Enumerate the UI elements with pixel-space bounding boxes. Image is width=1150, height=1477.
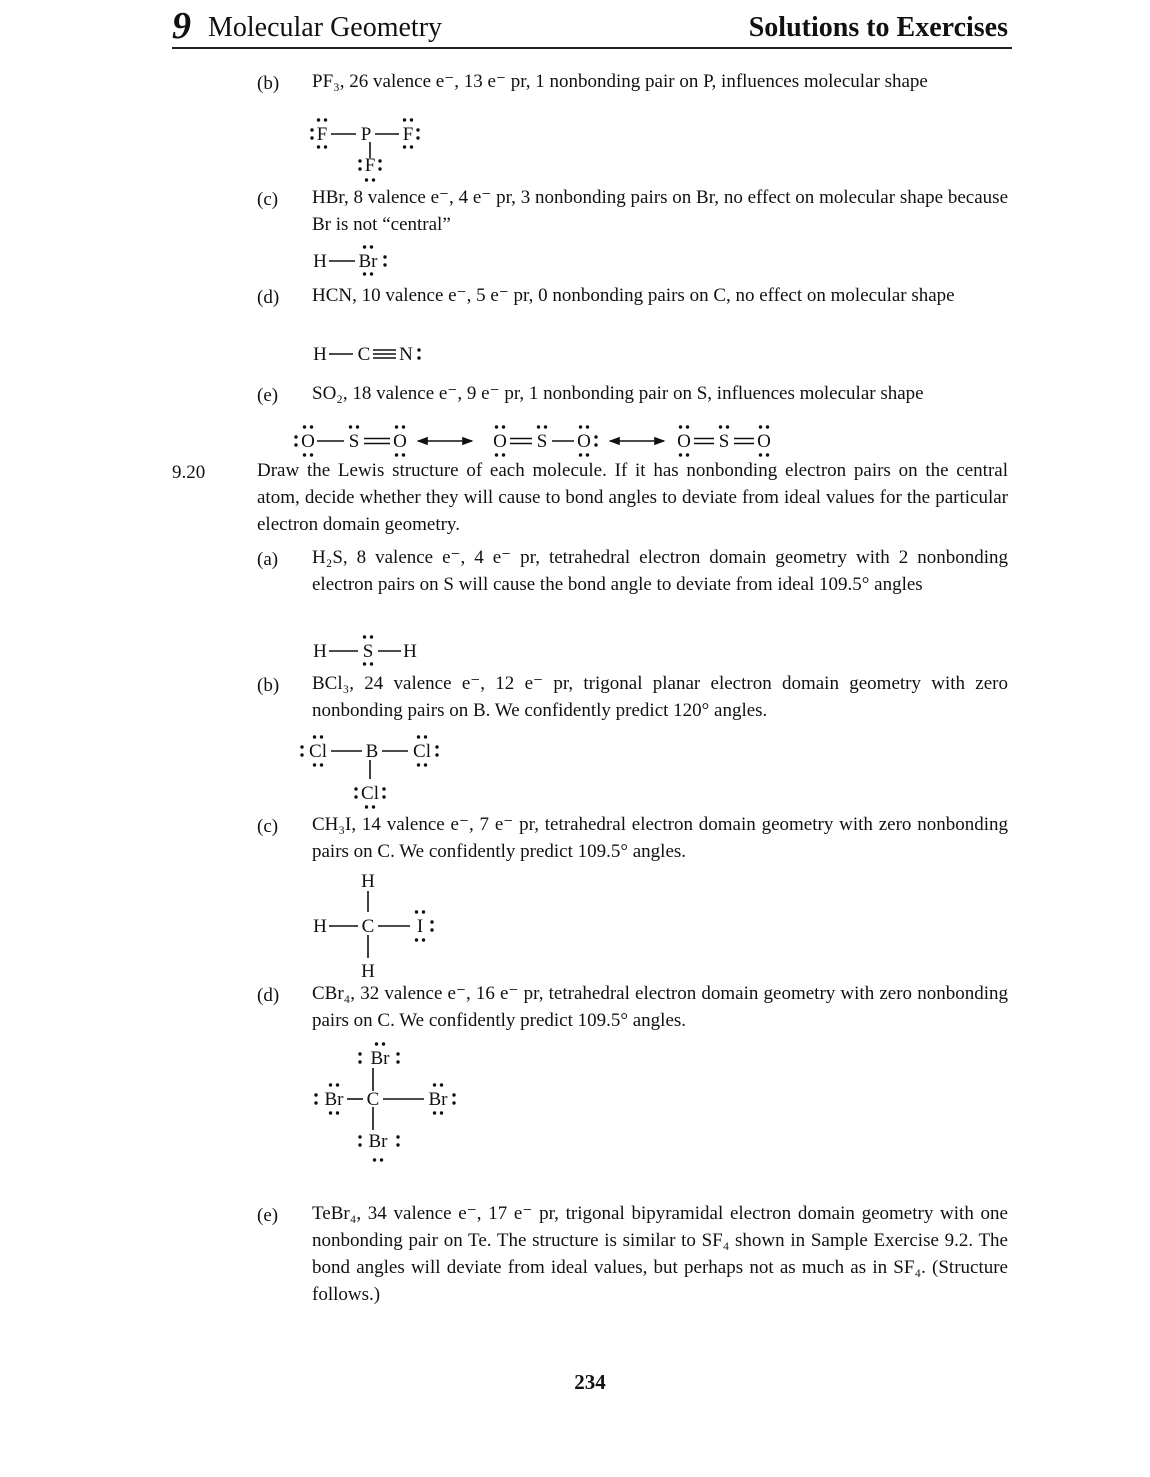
atom: Cl [361,783,379,804]
lone-pair-dot [396,1135,399,1138]
lone-pair-dot [403,118,406,121]
so2-resonance-structures [301,431,771,452]
atom: O [493,431,507,452]
item-label: (c) [257,816,279,837]
item-label: (b) [257,675,280,696]
atom: O [393,431,407,452]
lone-pair-dot [294,435,297,438]
lone-pair-dot [300,745,303,748]
item-label: (d) [257,985,280,1006]
atom: F [402,124,414,145]
item-label: (d) [257,287,280,308]
lone-pair-dot [382,795,385,798]
lone-pair-dot [579,425,582,428]
lone-pair-dot [370,272,373,275]
lone-pair-dot [370,662,373,665]
lone-pair-dot [336,1083,339,1086]
atom: Br [370,1048,390,1069]
lone-pair-dot [303,425,306,428]
lone-pair-dot [544,425,547,428]
atom: H [313,251,327,272]
cbr4-structure [325,1048,449,1152]
lone-pair-dot [358,1135,361,1138]
lone-pair-dot [294,443,297,446]
lone-pair-dot [370,245,373,248]
lone-pair-dot [300,753,303,756]
lone-pair-dot [435,745,438,748]
exercise-prompt: Draw the Lewis structure of each molecule. If it has nonbonding electron pairs on the central atom, decide whether they will cause to bond angles to deviate from ideal values for the particular electron domain geometry. [257,460,1008,535]
lone-pair-dot [372,178,375,181]
page-number: 234 [574,1370,606,1394]
lone-pair-dot [314,1093,317,1096]
lone-pair-dot [396,1052,399,1055]
pf3-structure [317,124,414,176]
header-rule [172,47,1012,49]
lone-pair-dot [358,1052,361,1055]
bcl3-structure [309,741,431,804]
lone-pair-dot [365,178,368,181]
lone-pair-dot [586,425,589,428]
atom: H [313,344,327,365]
atom: Br [324,1089,344,1110]
lone-pair-dot [314,1101,317,1104]
lone-pair-dot [430,928,433,931]
lone-pair-dot [354,795,357,798]
atom: S [348,431,360,452]
lone-pair-dot [310,136,313,139]
atom: F [316,124,328,145]
lone-pair-dot [373,1158,376,1161]
lone-pair-dot [378,167,381,170]
lone-pair-dot [502,425,505,428]
lone-pair-dot [378,159,381,162]
lone-pair-dot [383,263,386,266]
atom: S [536,431,548,452]
item-text: CH₃I, 14 valence e⁻, 7 e⁻ pr, tetrahedral electron domain geometry with zero nonbonding pairs on C. We confidently predict 109.5° angles. [312,814,1008,862]
lone-pair-dot [726,425,729,428]
lone-pair-dot [375,1042,378,1045]
item-text: BCl₃, 24 valence e⁻, 12 e⁻ pr, trigonal planar electron domain geometry with zero nonbonding pairs on B. We confidently predict 120° angles. [312,673,1008,721]
item-text: SO₂, 18 valence e⁻, 9 e⁻ pr, 1 nonbonding pair on S, influences molecular shape [312,383,924,404]
lone-pair-dot [395,425,398,428]
lone-pair-dot [410,145,413,148]
atom: P [360,124,372,145]
item-text: PF₃, 26 valence e⁻, 13 e⁻ pr, 1 nonbonding pair on P, influences molecular shape [312,71,928,92]
item-text: TeBr₄, 34 valence e⁻, 17 e⁻ pr, trigonal bipyramidal electron domain geometry with one nonbonding pair on Te. The structure is similar to SF₄ shown in Sample Exercise 9.2. The bond angles will deviate from ideal values, but perhaps not as much as in SF₄. (Structure follows.) [312,1203,1008,1305]
lone-pair-dot [370,635,373,638]
lone-pair-dot [440,1083,443,1086]
lone-pair-dot [329,1111,332,1114]
lone-pair-dot [766,425,769,428]
chapter-number: 9 [172,5,191,47]
atom: O [301,431,315,452]
lone-pair-dot [433,1083,436,1086]
lone-pair-dot [435,753,438,756]
atom: H [361,961,375,982]
lone-pair-dot [410,118,413,121]
atom: S [718,431,730,452]
lone-pair-dot [382,1042,385,1045]
lone-pair-dot [452,1093,455,1096]
lone-pair-dot [433,1111,436,1114]
lone-pair-dot [594,435,597,438]
atom: N [399,344,413,365]
exercise-number: 9.20 [172,462,206,483]
lone-pair-dot [349,425,352,428]
lone-pair-dot [329,1083,332,1086]
lone-pair-dot [402,425,405,428]
ch3i-structure [313,871,423,982]
chapter-title: Molecular Geometry [208,12,443,43]
lone-pair-dot [313,763,316,766]
lone-pair-dot [372,805,375,808]
atom: H [361,871,375,892]
atom: C [357,344,371,365]
hbr-structure [313,251,378,272]
lone-pair-dot [416,136,419,139]
lone-pair-dot [416,128,419,131]
atom: I [416,916,424,937]
lone-pair-dot [320,735,323,738]
atom: C [361,916,375,937]
lone-pair-dot [417,763,420,766]
atom: C [366,1089,380,1110]
lone-pair-dot [686,425,689,428]
lone-pair-dot [417,356,420,359]
atom: S [362,641,374,662]
lone-pair-dot [383,255,386,258]
lone-pair-dot [358,1143,361,1146]
lone-pair-dot [363,245,366,248]
item-text: H₂S, 8 valence e⁻, 4 e⁻ pr, tetrahedral electron domain geometry with 2 nonbonding electron pairs on S will cause the bond angle to deviate from ideal 109.5° angles [312,547,1008,595]
atom: B [365,741,379,762]
item-text: CBr₄, 32 valence e⁻, 16 e⁻ pr, tetrahedral electron domain geometry with zero nonbonding pairs on C. We confidently predict 109.5° angles. [312,983,1008,1031]
section-title: Solutions to Exercises [748,12,1008,43]
lone-pair-dot [358,159,361,162]
item-text: HBr, 8 valence e⁻, 4 e⁻ pr, 3 nonbonding pairs on Br, no effect on molecular shape because Br is not “central” [312,187,1008,235]
lone-pair-dot [317,118,320,121]
lone-pair-dot [422,938,425,941]
lone-pair-dot [365,805,368,808]
lone-pair-dot [310,425,313,428]
lone-pair-dot [430,920,433,923]
atom: Cl [413,741,431,762]
item-label: (e) [257,385,279,406]
lone-pair-dot [336,1111,339,1114]
lone-pair-dot [324,145,327,148]
lone-pair-dot [363,635,366,638]
lone-pair-dot [759,425,762,428]
lone-pair-dot [380,1158,383,1161]
lone-pair-dot [396,1143,399,1146]
lone-pair-dot [358,167,361,170]
lone-pair-dot [313,735,316,738]
lone-pair-dot [317,145,320,148]
lone-pair-dot [324,118,327,121]
lone-pair-dot [424,763,427,766]
lone-pair-dot [422,910,425,913]
lone-pair-dot [415,938,418,941]
lone-pair-dot [396,1060,399,1063]
atom: H [403,641,417,662]
atom: H [313,916,327,937]
lone-pair-dot [417,735,420,738]
lone-pair-dot [424,735,427,738]
atom: Cl [309,741,327,762]
lone-pair-dot [363,662,366,665]
lone-pair-dot [417,348,420,351]
lone-pair-dot [719,425,722,428]
item-label: (e) [257,1205,279,1226]
atom: F [364,155,376,176]
item-text: HCN, 10 valence e⁻, 5 e⁻ pr, 0 nonbonding pairs on C, no effect on molecular shape [312,285,955,306]
lone-pair-dot [537,425,540,428]
lone-pair-dot [320,763,323,766]
lone-pair-dot [354,787,357,790]
lone-pair-dot [356,425,359,428]
item-label: (a) [257,549,279,570]
hcn-structure [313,344,413,365]
lone-pair-dot [495,425,498,428]
lone-pair-dot [415,910,418,913]
lone-pair-dot [403,145,406,148]
atom: Br [358,251,378,272]
lone-pair-dot [363,272,366,275]
atom: Br [428,1089,448,1110]
atom: O [677,431,691,452]
item-label: (c) [257,189,279,210]
atom: O [757,431,771,452]
lone-pair-dot [594,443,597,446]
atom: H [313,641,327,662]
atom: O [577,431,591,452]
lone-pair-dot [452,1101,455,1104]
lone-pair-dot [679,425,682,428]
atom: Br [368,1131,388,1152]
lone-pair-dot [440,1111,443,1114]
lone-pair-dot [310,128,313,131]
h2s-structure [313,641,417,662]
lone-pair-dot [382,787,385,790]
lone-pair-dot [358,1060,361,1063]
item-label: (b) [257,73,280,94]
